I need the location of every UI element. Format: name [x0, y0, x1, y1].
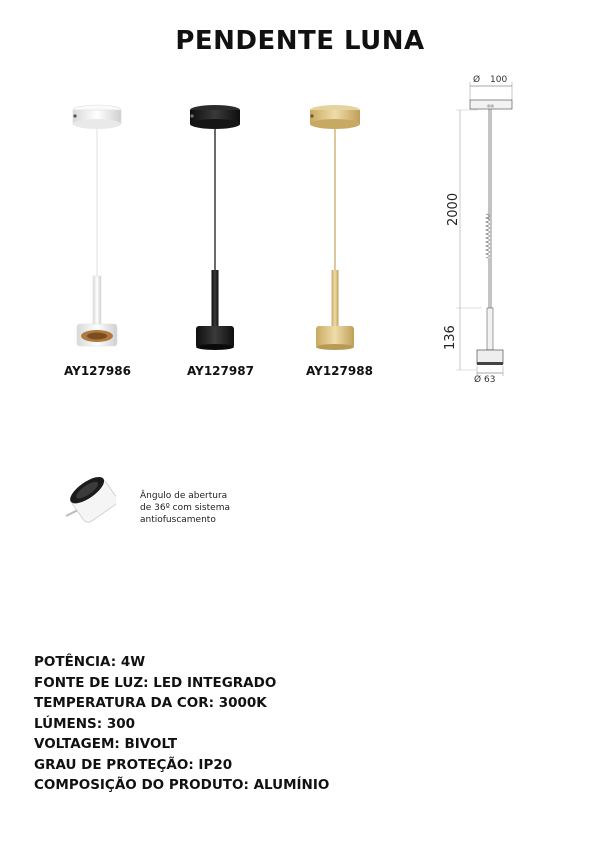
- detail-line: Ângulo de abertura: [140, 491, 228, 501]
- detail-caption: [140, 490, 280, 526]
- technical-drawing: [430, 70, 550, 390]
- spec-composition: COMPOSIÇÃO DO PRODUTO: ALUMÍNIO: [34, 777, 330, 793]
- spec-lumens: LÚMENS: 300: [34, 715, 136, 732]
- svg-text:◎◎: ◎◎: [487, 103, 494, 108]
- bottom-diameter-label: 63: [484, 375, 496, 385]
- spec-voltage: VOLTAGEM: BIVOLT: [34, 736, 178, 752]
- spec-color-temperature: TEMPERATURA DA COR: 3000K: [34, 695, 267, 711]
- product-code-black: AY127987: [187, 364, 254, 378]
- spec-protection: GRAU DE PROTEÇÃO: IP20: [34, 756, 233, 773]
- body-height-label: 136: [443, 325, 458, 350]
- lamp-head-detail-image: [64, 472, 116, 530]
- page-title: PENDENTE LUNA: [175, 26, 425, 56]
- product-code-gold: AY127988: [306, 364, 373, 378]
- diameter-symbol-bottom: Ø: [474, 375, 482, 385]
- product-image-black: [170, 98, 260, 358]
- diameter-symbol-top: Ø: [473, 75, 481, 85]
- detail-line: de 36º com sistema: [140, 503, 230, 513]
- product-image-gold: [290, 98, 380, 358]
- spec-power: POTÊNCIA: 4W: [34, 654, 146, 670]
- product-image-white: [52, 98, 142, 358]
- cable-length-label: 2000: [446, 192, 461, 226]
- product-code-white: AY127986: [64, 364, 131, 378]
- spec-list: [34, 652, 329, 796]
- detail-line: antiofuscamento: [140, 515, 216, 525]
- spec-light-source: FONTE DE LUZ: LED INTEGRADO: [34, 674, 277, 691]
- top-diameter-label: 100: [490, 75, 508, 85]
